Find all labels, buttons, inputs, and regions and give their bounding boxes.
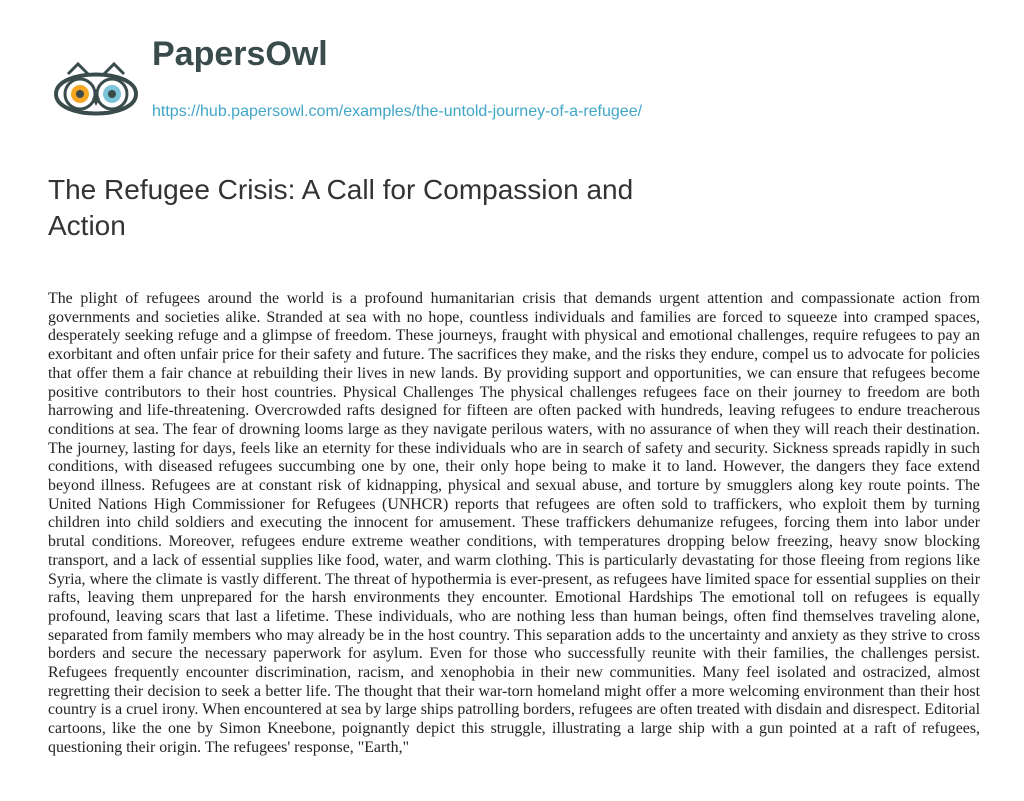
owl-eyes-icon bbox=[48, 54, 144, 132]
source-url-link[interactable]: https://hub.papersowl.com/examples/the-untold-journey-of-a-refugee/ bbox=[152, 103, 643, 120]
document-body: The plight of refugees around the world is a profound humanitarian crisis that demands urgent attention and compassionate action from governments and societies alike. Stranded at sea with no hope, countless individuals and families are forced to squeeze into cramped spaces, desperately seeking refuge and a glimpse of freedom. These journeys, fraught with physical and emotional challenges, require refugees to pay an exorbitant and often unfair price for their safety and future. The sacrifices they make, and the risks they endure, compel us to advocate for policies that offer them a fair chance at rebuilding their lives in new lands. By providing support and opportunities, we can ensure that refugees become positive contributors to their host countries. Physical Challenges The physical challenges refugees face on their journey to freedom are both harrowing and life-threatening. Overcrowded rafts designed for fifteen are often packed with hundreds, leaving refugees to endure treacherous conditions at sea. The fear of drowning looms large as they navigate perilous waters, with no assurance of when they will reach their destination. The journey, lasting for days, feels like an eternity for these individuals who are in search of safety and security. Sickness spreads rapidly in such conditions, with diseased refugees succumbing one by one, their only hope being to make it to land. However, the dangers they face extend beyond illness. Refugees are at constant risk of kidnapping, physical and sexual abuse, and torture by smugglers along key route points. The United Nations High Commissioner for Refugees (UNHCR) reports that refugees are often sold to traffickers, who exploit them by turning children into child soldiers and executing the innocent for amusement. These traffickers dehumanize refugees, forcing them into labor under brutal conditions. Moreover, refugees endure extreme weather conditions, with temperatures dropping below freezing, heavy snow blocking transport, and a lack of essential supplies like food, water, and warm clothing. This is particularly devastating for those fleeing from regions like Syria, where the climate is vastly different. The threat of hypothermia is ever-present, as refugees have limited space for essential supplies on their rafts, leaving them unprepared for the harsh environments they encounter. Emotional Hardships The emotional toll on refugees is equally profound, leaving scars that last a lifetime. These individuals, who are nothing less than human beings, often find themselves traveling alone, separated from family members who may already be in the host country. This separation adds to the uncertainty and anxiety as they strive to cross borders and secure the necessary paperwork for asylum. Even for those who successfully reunite with their families, the challenges persist. Refugees frequently encounter discrimination, racism, and xenophobia in their new communities. Many feel isolated and ostracized, almost regretting their decision to seek a better life. The thought that their war-torn homeland might offer a more welcoming environment than their host country is a cruel irony. When encountered at sea by large ships patrolling borders, refugees are often treated with disdain and disrespect. Editorial cartoons, like the one by Simon Kneebone, poignantly depict this struggle, illustrating a large ship with a gun pointed at a raft of refugees, questioning their origin. The refugees' response, "Earth," bbox=[48, 290, 980, 756]
brand-name[interactable]: PapersOwl bbox=[152, 35, 328, 73]
papersowl-logo[interactable] bbox=[48, 54, 144, 132]
document-title: The Refugee Crisis: A Call for Compassion and Action bbox=[48, 174, 634, 241]
header bbox=[48, 34, 988, 134]
